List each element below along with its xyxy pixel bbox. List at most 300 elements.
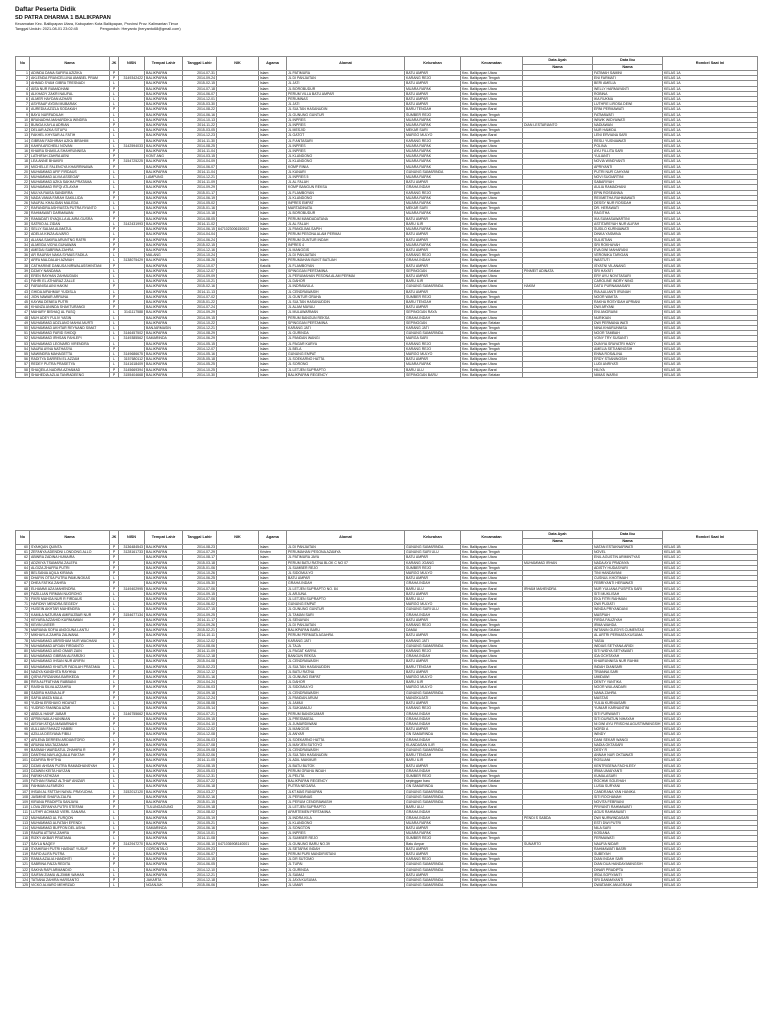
cell-kelurahan: SEPINGGAN (405, 268, 461, 273)
cell-jk: L (110, 591, 119, 596)
col-rombel: Rombel Saat Ini (663, 531, 758, 545)
cell-tempat-lahir: BALIKPAPAN (145, 659, 183, 664)
cell-alamat: JL MANGGIS (287, 727, 405, 732)
cell-tempat-lahir: BALIKPAPAN (145, 758, 183, 763)
cell-ibu-nama: PUTRI NUR CAHYANI (593, 169, 663, 174)
cell-nama: AISA NUR RAMADHANI (30, 86, 110, 91)
cell-kelurahan: BATU AMPAR (405, 591, 461, 596)
cell-tempat-lahir: BALIKPAPAN (145, 623, 183, 628)
cell-tempat-lahir: BALIKPAPAN (145, 190, 183, 195)
cell-ibu-nama: FIRDA FAUZIYAH (593, 617, 663, 622)
cell-alamat: JL DI PANJAITAN (287, 545, 405, 550)
cell-tanggal-lahir: 2014-11-09 (183, 649, 217, 654)
cell-rombel: KELAS 1D (663, 742, 758, 747)
cell-agama: Islam (259, 242, 287, 247)
col-ayah-nama: Nama (523, 65, 593, 71)
cell-tanggal-lahir: 2014-06-07 (183, 851, 217, 856)
cell-nama: RANIA AZALIA HANDHITI (30, 857, 110, 862)
cell-tanggal-lahir: 2014-12-24 (183, 695, 217, 700)
cell-no: 8 (16, 107, 30, 112)
cell-no: 62 (16, 555, 30, 560)
cell-kecamatan: Kec. Balikpapan Utara (461, 216, 523, 221)
cell-agama: Islam (259, 607, 287, 612)
cell-tempat-lahir: BALIKPAPAN (145, 206, 183, 211)
cell-nama: SELLY SALMA ALIMATUL (30, 227, 110, 232)
cell-agama: Kristen (259, 550, 287, 555)
cell-kecamatan: Kec. Balikpapan Barat (461, 133, 523, 138)
cell-no: 26 (16, 201, 30, 206)
cell-kelurahan: GUNUNG SAMARINDA (405, 799, 461, 804)
cell-kecamatan: Kec. Balikpapan Utara (461, 633, 523, 638)
cell-jk: L (110, 789, 119, 794)
cell-tanggal-lahir: 2014-12-01 (183, 97, 217, 102)
cell-nama: NAUFAL KHALIDAN MALEDA (30, 201, 110, 206)
cell-agama: Islam (259, 362, 287, 367)
cell-tempat-lahir: KONT ANG (145, 154, 183, 159)
cell-agama: Katolik (259, 263, 287, 268)
cell-jk: P (110, 685, 119, 690)
cell-agama: Islam (259, 763, 287, 768)
cell-tempat-lahir: BALIKPAPAN (145, 149, 183, 154)
cell-kelurahan: KARANG REJO (405, 706, 461, 711)
cell-rombel: KELAS 1D (663, 846, 758, 851)
cell-rombel: KELAS 1B (663, 294, 758, 299)
cell-alamat: JL JAMUI (287, 701, 405, 706)
cell-kecamatan: Kec. Balikpapan Utara (461, 331, 523, 336)
cell-jk: P (110, 216, 119, 221)
cell-jk: P (110, 284, 119, 289)
cell-jk: L (110, 221, 119, 226)
cell-alamat: JL PERUM CENDRAWASIH (287, 799, 405, 804)
cell-ibu-nama: LUDI ANRIYATI (593, 362, 663, 367)
cell-kelurahan: GUNUNG SAMARINDA (405, 643, 461, 648)
cell-agama: Islam (259, 81, 287, 86)
cell-no: 35 (16, 247, 30, 252)
cell-ibu-nama: DESSY NUR ROSIDAH (593, 201, 663, 206)
cell-alamat: KARANG JATI (287, 325, 405, 330)
cell-nama: SAKHA RAPI ARMANDIO (30, 867, 110, 872)
cell-tanggal-lahir: 2015-02-16 (183, 284, 217, 289)
cell-tempat-lahir: BALIKPAPAN (145, 872, 183, 877)
cell-jk: P (110, 721, 119, 726)
download-info (15, 27, 755, 32)
cell-agama: Islam (259, 810, 287, 815)
cell-kelurahan: MUARA RAPAK (405, 227, 461, 232)
cell-kelurahan: GRAHA INDAH (405, 185, 461, 190)
cell-tempat-lahir: BALIKPAPAN (145, 591, 183, 596)
cell-jk: P (110, 742, 119, 747)
cell-ayah-nama: PINMEIT ADINATA (523, 268, 593, 273)
cell-tempat-lahir: BALIKPAPAN (145, 128, 183, 133)
cell-tanggal-lahir: 2014-08-25 (183, 143, 217, 148)
cell-tempat-lahir: BALIKPAPAN (145, 597, 183, 602)
cell-kelurahan: BATU AMPAR (405, 305, 461, 310)
cell-tanggal-lahir: 2014-09-24 (183, 76, 217, 81)
cell-jk: L (110, 737, 119, 742)
cell-tanggal-lahir: 2014-12-16 (183, 247, 217, 252)
cell-nama: FIKRI MAHGA NUR R FIRDAUS (30, 597, 110, 602)
cell-ibu-nama: DWI NURWINDASARI (593, 815, 663, 820)
cell-jk: L (110, 357, 119, 362)
cell-ibu-nama: CUSNUL KHOTIMAH (593, 576, 663, 581)
cell-agama: Islam (259, 123, 287, 128)
cell-tempat-lahir: BALIKPAPAN (145, 268, 183, 273)
cell-alamat: JL ALAM MAYAU (287, 305, 405, 310)
cell-jk: L (110, 273, 119, 278)
cell-no: 29 (16, 216, 30, 221)
cell-alamat: JL TUPAI (287, 862, 405, 867)
cell-tanggal-lahir: 2015-03-30 (183, 102, 217, 107)
cell-tanggal-lahir: 2014-12-21 (183, 872, 217, 877)
cell-no: 16 (16, 149, 30, 154)
cell-alamat: JL AL FALAH (287, 221, 405, 226)
cell-no: 57 (16, 362, 30, 367)
cell-jk: P (110, 805, 119, 810)
cell-tanggal-lahir: 2014-03-27 (183, 789, 217, 794)
cell-nama: LOVA ZEFANYA PUTRI STEFANI (30, 805, 110, 810)
cell-ibu-nama: ENIL AGUSTIN ARIMINTYAS (593, 555, 663, 560)
cell-kecamatan: Kec. Balikpapan Utara (461, 247, 523, 252)
cell-kecamatan: Kec. Balikpapan Utara (461, 883, 523, 888)
cell-nama: KEVIN UVEER (30, 623, 110, 628)
cell-kelurahan: BATU AMPAR (405, 81, 461, 86)
cell-agama: Islam (259, 351, 287, 356)
cell-kelurahan: GRAHA INDAH (405, 768, 461, 773)
cell-no: 86 (16, 680, 30, 685)
cell-agama: Islam (259, 555, 287, 560)
cell-tempat-lahir: BALIKPAPAN (145, 784, 183, 789)
cell-no: 110 (16, 805, 30, 810)
col-kecamatan: Kecamatan (461, 57, 523, 71)
cell-tempat-lahir: BALIKPAPAN (145, 841, 183, 846)
cell-rombel: KELAS 1B (663, 232, 758, 237)
col-nama: Nama (30, 57, 110, 71)
cell-kecamatan: Kec. Balikpapan Tengah (461, 550, 523, 555)
cell-ibu-nama: HILIYA (593, 367, 663, 372)
cell-ibu-nama: ENI FARMATI (593, 76, 663, 81)
cell-no: 12 (16, 128, 30, 133)
cell-no: 21 (16, 175, 30, 180)
cell-jk: P (110, 346, 119, 351)
cell-alamat: BATU AMPAR (287, 576, 405, 581)
cell-tempat-lahir: BALIKPAPAN (145, 232, 183, 237)
cell-agama: Islam (259, 102, 287, 107)
cell-tempat-lahir: BALIKPAPAN (145, 586, 183, 591)
cell-nisn: 3149342422 (119, 76, 145, 81)
cell-kecamatan: Kec. Balikpapan Utara (461, 102, 523, 107)
cell-no: 52 (16, 336, 30, 341)
cell-tempat-lahir: BALIKPAPAN (145, 331, 183, 336)
cell-ibu-nama: ANNAH NUR OKTAWATI (593, 753, 663, 758)
cell-kecamatan: Kec. Balikpapan Barat (461, 602, 523, 607)
cell-kelurahan: BARU ULU (405, 367, 461, 372)
cell-tanggal-lahir: 2014-05-15 (183, 341, 217, 346)
cell-ibu-nama: DWI ARYANI (593, 305, 663, 310)
cell-kelurahan: KARANG JATI (405, 638, 461, 643)
cell-kecamatan: Kec. Balikpapan Utara (461, 831, 523, 836)
cell-alamat: JL SUMBER REJO (287, 836, 405, 841)
cell-no: 75 (16, 623, 30, 628)
cell-kelurahan: BATU AMPAR (405, 289, 461, 294)
cell-rombel: KELAS 1A (663, 117, 758, 122)
cell-kecamatan: Kec. Balikpapan Utara (461, 149, 523, 154)
cell-no: 3 (16, 81, 30, 86)
cell-kelurahan: MARGA SARI (405, 336, 461, 341)
cell-tanggal-lahir: 2014-04-24 (183, 680, 217, 685)
cell-nama: AMEDAI SABRINA ZAHRA (30, 247, 110, 252)
cell-ibu-nama: WASTUTI (593, 258, 663, 263)
cell-ayah-nama: SUNARTO (523, 841, 593, 846)
cell-rombel: KELAS 1B (663, 362, 758, 367)
cell-tempat-lahir: BALIKPAPAN (145, 633, 183, 638)
cell-tempat-lahir: BALIKPAPAN (145, 102, 183, 107)
cell-rombel: KELAS 1A (663, 97, 758, 102)
cell-rombel: KELAS 1C (663, 581, 758, 586)
cell-nama: AUREDIA AZIZLA SODAKAH (30, 107, 110, 112)
cell-alamat: JL SUMBER REJO (287, 565, 405, 570)
cell-nama: MUHAMMAD AKHTAR REYNAND SIMAT (30, 325, 110, 330)
cell-tempat-lahir: BALIKPAPAN (145, 789, 183, 794)
cell-agama: Islam (259, 617, 287, 622)
cell-jk: L (110, 185, 119, 190)
cell-agama: Islam (259, 221, 287, 226)
cell-tanggal-lahir: 2015-02-16 (183, 794, 217, 799)
cell-ayah-nama: IRHAM MAHENDRA (523, 586, 593, 591)
cell-tanggal-lahir: 2014-05-16 (183, 351, 217, 356)
col-data-ayah: Data Ayah (523, 57, 593, 65)
cell-ibu-nama: NOVIA WINDYANTI (593, 159, 663, 164)
cell-alamat: JL GURINDA (287, 867, 405, 872)
cell-kecamatan: Kec. Balikpapan Utara (461, 789, 523, 794)
cell-tempat-lahir: BALIKPAPAN (145, 169, 183, 174)
cell-agama: Islam (259, 706, 287, 711)
cell-rombel: KELAS 1D (663, 872, 758, 877)
cell-agama: Islam (259, 154, 287, 159)
cell-no: 96 (16, 732, 30, 737)
cell-rombel: KELAS 1B (663, 289, 758, 294)
cell-nama: KAMILA NATURAN AMIRUZBAR NUR (30, 612, 110, 617)
col-no: No (16, 531, 30, 545)
cell-ibu-nama: LUSIA SURYANI (593, 784, 663, 789)
cell-tanggal-lahir: 2014-05-02 (183, 201, 217, 206)
cell-jk: L (110, 81, 119, 86)
cell-kecamatan: Kec. Balikpapan Tengah (461, 857, 523, 862)
cell-kelurahan: GN SAMARINDA (405, 784, 461, 789)
cell-jk: L (110, 836, 119, 841)
cell-rombel: KELAS 1C (663, 586, 758, 591)
cell-ibu-nama: DUNYIA SRAYATRI HADY (593, 341, 663, 346)
cell-nama: SATRIO AL ZIDAN (30, 221, 110, 226)
cell-alamat: JL BATU RATNA (287, 669, 405, 674)
cell-alamat: SPINGGAN PERTAMINA (287, 268, 405, 273)
cell-rombel: KELAS 1B (663, 372, 758, 377)
cell-kelurahan: MEKAR SARI (405, 128, 461, 133)
cell-no: 68 (16, 586, 30, 591)
cell-nama: RAHMAWATI DARMAWAN (30, 211, 110, 216)
cell-nama: MUHAMMAD ADZLANO MAHIA MURTI (30, 320, 110, 325)
cell-rombel: KELAS 1B (663, 242, 758, 247)
cell-alamat: JL GURINDA (287, 331, 405, 336)
cell-kelurahan: GRAHA INDAH (405, 581, 461, 586)
cell-alamat: JL INDRAWULA (287, 284, 405, 289)
cell-tanggal-lahir: 2015-05-18 (183, 357, 217, 362)
cell-kecamatan: Kec. Balikpapan Utara (461, 841, 523, 846)
cell-no: 89 (16, 695, 30, 700)
cell-jk: L (110, 117, 119, 122)
cell-agama: Islam (259, 565, 287, 570)
table-row (16, 372, 758, 377)
cell-alamat: JL JAYA KUSUMA (287, 878, 405, 883)
cell-alamat: INPRES 4 (287, 242, 405, 247)
cell-jk: L (110, 638, 119, 643)
cell-nama: ALIANA SAKIRA ARUNTNG RATRI (30, 237, 110, 242)
cell-tempat-lahir: BALIKPAPAN (145, 138, 183, 143)
cell-rombel: KELAS 1C (663, 706, 758, 711)
cell-kecamatan: Kec. Balikpapan Utara (461, 71, 523, 76)
cell-rombel: KELAS 1B (663, 237, 758, 242)
cell-no: 118 (16, 846, 30, 851)
cell-tanggal-lahir: 2014-12-08 (183, 732, 217, 737)
cell-ibu-nama: TINI HANDAYANI (593, 571, 663, 576)
cell-nisn: 3154677134 (119, 612, 145, 617)
cell-nama: ASYRAAF AYDIN MUBARAK (30, 102, 110, 107)
cell-tanggal-lahir: 2014-09-26 (183, 623, 217, 628)
cell-kecamatan: Kec. Balikpapan Utara (461, 284, 523, 289)
cell-tanggal-lahir: 2014-11-30 (183, 138, 217, 143)
cell-kelurahan: SUMBER REJO (405, 836, 461, 841)
cell-kelurahan: GRAHA INDAH (405, 810, 461, 815)
cell-alamat: JL GATOT (287, 133, 405, 138)
cell-alamat: JL SOEKARNO HATTA (287, 737, 405, 742)
cell-tanggal-lahir: 2014-08-26 (183, 258, 217, 263)
cell-ibu-nama: IDA OCHTAYAH (593, 654, 663, 659)
school-name: SD PATRA DHARMA 1 BALIKPAPAN (15, 15, 111, 21)
cell-kelurahan: BARU TENGAH (405, 107, 461, 112)
col-kecamatan: Kecamatan (461, 531, 523, 545)
cell-kelurahan: BATU AMPAR (405, 763, 461, 768)
cell-ibu-nama: ENI ANGRAINI (593, 310, 663, 315)
cell-alamat: JL TAJA (287, 643, 405, 648)
cell-tempat-lahir: BALIKPAPAN (145, 560, 183, 565)
cell-tanggal-lahir: 2014-07-18 (183, 86, 217, 91)
cell-tempat-lahir: BALIKPAPAN (145, 857, 183, 862)
cell-alamat: PERUM GUNTUR INDAH (287, 237, 405, 242)
cell-agama: Islam (259, 773, 287, 778)
cell-alamat: JL TAMAN SARI (287, 612, 405, 617)
cell-nisn: 3149385562 (119, 336, 145, 341)
cell-kelurahan: GUNUNG SAMARINDA (405, 747, 461, 752)
cell-nama: AZILLIA DESYANA FIBILI (30, 732, 110, 737)
cell-kecamatan: Kec. Balikpapan Tengah (461, 565, 523, 570)
cell-rombel: KELAS 1B (663, 273, 758, 278)
cell-tempat-lahir: BALIKPAPAN (145, 284, 183, 289)
cell-agama: Islam (259, 732, 287, 737)
cell-alamat: JL JUMARDIWANI (287, 721, 405, 726)
cell-no: 63 (16, 560, 30, 565)
cell-jk: L (110, 576, 119, 581)
cell-kelurahan: GUNUNG SAMARINDA (405, 794, 461, 799)
cell-kecamatan: Kec. Balikpapan Utara (461, 654, 523, 659)
cell-jk: L (110, 654, 119, 659)
cell-alamat: BALIKPAPAN REGENCY (287, 779, 405, 784)
cell-ibu-nama: PRIYANTI RAHMAWATI (593, 805, 663, 810)
cell-alamat: JL PATIMURA JAYA (287, 555, 405, 560)
cell-jk: L (110, 706, 119, 711)
cell-agama: Islam (259, 325, 287, 330)
col-alamat: Alamat (287, 57, 405, 71)
cell-kecamatan: Kec. Balikpapan Utara (461, 872, 523, 877)
cell-no: 25 (16, 195, 30, 200)
cell-ibu-nama: EPIN ROSEANNA (593, 190, 663, 195)
col-data-ayah: Data Ayah (523, 531, 593, 539)
cell-ibu-nama: DR. HERAWATI (593, 206, 663, 211)
cell-kecamatan: Kec. Balikpapan Utara (461, 763, 523, 768)
cell-tempat-lahir: BALIKPAPAN (145, 341, 183, 346)
cell-tempat-lahir: BALIKPAPAN (145, 799, 183, 804)
cell-no: 1 (16, 71, 30, 76)
cell-kelurahan: BATU AMPAR (405, 659, 461, 664)
cell-tempat-lahir: BALIKPAPAN (145, 690, 183, 695)
cell-no: 81 (16, 654, 30, 659)
cell-agama: Islam (259, 159, 287, 164)
cell-rombel: KELAS 1D (663, 758, 758, 763)
cell-alamat: BALIKPAPAN REGENCY (287, 372, 405, 377)
cell-no: 10 (16, 117, 30, 122)
cell-tempat-lahir: BALIKPAPAN (145, 742, 183, 747)
cell-agama: Islam (259, 701, 287, 706)
cell-tanggal-lahir: 2014-10-24 (183, 253, 217, 258)
col-tanggal-lahir: Tanggal Lahir (183, 57, 217, 71)
cell-nama: SABRINA FAIZA REDITA (30, 862, 110, 867)
cell-agama: Islam (259, 878, 287, 883)
cell-agama: Islam (259, 180, 287, 185)
cell-tanggal-lahir: 2014-10-21 (183, 279, 217, 284)
cell-jk: L (110, 341, 119, 346)
cell-ibu-nama: DWI PUJIATI (593, 602, 663, 607)
cell-kelurahan: GRAHA INDAH (405, 258, 461, 263)
cell-ibu-nama: AYU FILLITA SARI (593, 149, 663, 154)
cell-kelurahan: BARU ULU (405, 597, 461, 602)
cell-tanggal-lahir: 2014-07-22 (183, 779, 217, 784)
cell-kecamatan: Kec. Balikpapan Barat (461, 695, 523, 700)
student-table-page-2 (15, 530, 758, 888)
cell-ibu-nama: AULIA RAMADHANI (593, 185, 663, 190)
cell-alamat: JL MAYJEN SUTOYO (287, 742, 405, 747)
cell-tempat-lahir: BALIKPAPAN (145, 851, 183, 856)
cell-no: 79 (16, 643, 30, 648)
cell-jk: L (110, 133, 119, 138)
cell-jk: L (110, 180, 119, 185)
cell-kecamatan: Kec. Balikpapan Utara (461, 747, 523, 752)
col-tempat-lahir: Tempat Lahir (145, 531, 183, 545)
cell-ibu-nama: ERY AYU NOVITASARI (593, 273, 663, 278)
cell-nama: RADITYA DARREN EL AZZAM (30, 357, 110, 362)
cell-no: 30 (16, 221, 30, 226)
cell-kecamatan: Kec. Balikpapan Utara (461, 576, 523, 581)
cell-nisn: 3146457502 (119, 331, 145, 336)
cell-jk: P (110, 617, 119, 622)
cell-ibu-nama: SITI DURATUN NIHAYAH (593, 716, 663, 721)
cell-agama: Islam (259, 633, 287, 638)
cell-kecamatan: Kec. Balikpapan Selatan (461, 320, 523, 325)
cell-alamat: JL SUKAMAJU (287, 706, 405, 711)
cell-rombel: KELAS 1C (663, 597, 758, 602)
cell-jk: P (110, 586, 119, 591)
cell-nama: AHMAD SYAM GIBRA TRESNADI (30, 81, 110, 86)
cell-no: 82 (16, 659, 30, 664)
cell-tempat-lahir: BALIKPAPAN (145, 263, 183, 268)
cell-kecamatan: Kec. Balikpapan Utara (461, 810, 523, 815)
